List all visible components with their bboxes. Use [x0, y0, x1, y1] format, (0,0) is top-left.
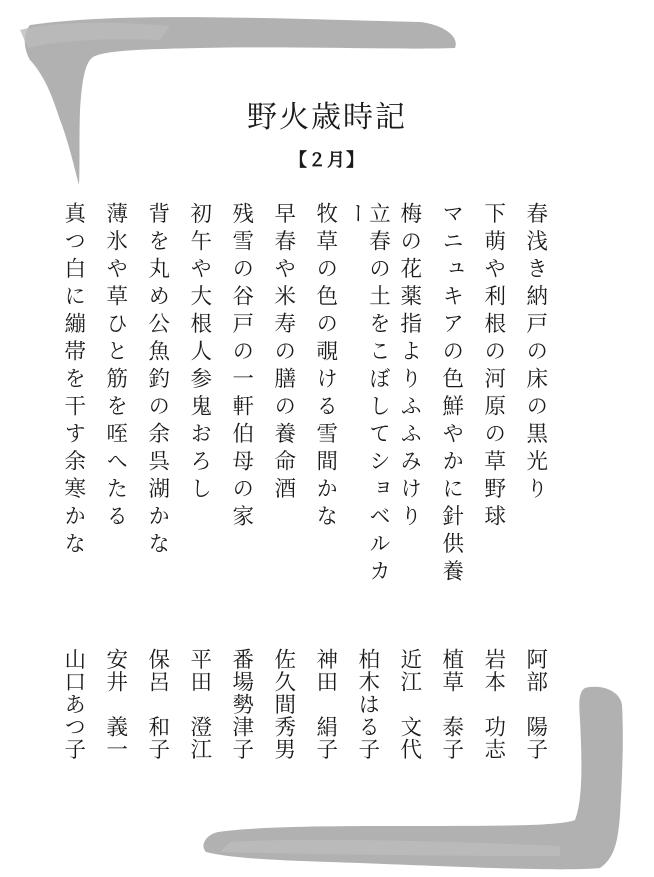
- poem-entry: [94, 202, 136, 788]
- poem-text: 真つ白に繃帯を干す余寒かな: [60, 202, 86, 560]
- poem-entry: [178, 202, 220, 788]
- poem-entry: [52, 202, 94, 788]
- poem-author: 近江 文代: [396, 648, 422, 761]
- poem-author: 番場勢津子: [228, 648, 254, 761]
- poem-author: 保呂 和子: [144, 648, 170, 761]
- poem-author: 岩本 功志: [480, 648, 506, 761]
- poem-entry: [344, 202, 391, 788]
- poem-text: 背を丸め公魚釣の余呉湖かな: [144, 202, 170, 560]
- poem-entry: [514, 202, 556, 788]
- poem-text: 残雪の谷戸の一軒伯母の家: [228, 202, 254, 532]
- poem-text: 初午や大根人参鬼おろし: [186, 202, 212, 505]
- poem-text: マニュキアの色鮮やかに針供養: [438, 202, 464, 587]
- poem-author: 安井 義一: [102, 648, 128, 761]
- poem-text: 薄氷や草ひと筋を咥へたる: [102, 202, 128, 532]
- poem-text: 下萌や利根の河原の草野球: [480, 202, 506, 532]
- poem-author: 阿部 陽子: [522, 648, 548, 761]
- poem-text: 春浅き納戸の床の黒光り: [522, 202, 548, 505]
- poem-author: 神田 絹子: [312, 648, 338, 761]
- poem-entry: [388, 202, 430, 788]
- poem-entry: [472, 202, 514, 788]
- poem-entry: [430, 202, 472, 788]
- poem-entry: [262, 202, 304, 788]
- poem-entry: [136, 202, 178, 788]
- poem-author: 植草 泰子: [438, 648, 464, 761]
- poem-list: [52, 202, 556, 788]
- poem-author: 山口あつ子: [60, 648, 86, 761]
- poem-author: 佐久間秀男: [270, 648, 296, 761]
- month-heading: 【２月】: [289, 150, 365, 171]
- poem-entry: [304, 202, 346, 788]
- poem-text: 牧草の色の覗ける雪間かな: [312, 202, 338, 532]
- poem-entry: [220, 202, 262, 788]
- poem-author: 平田 澄江: [186, 648, 212, 761]
- poem-text: 梅の花薬指よりふふみけり: [396, 202, 422, 532]
- poem-text: 立春の土をこぼしてショベルカー: [344, 202, 391, 587]
- poem-author: 柏木はる子: [354, 648, 380, 761]
- page-title: 野火歳時記: [247, 100, 407, 135]
- poem-text: 早春や米寿の膳の養命酒: [270, 202, 296, 505]
